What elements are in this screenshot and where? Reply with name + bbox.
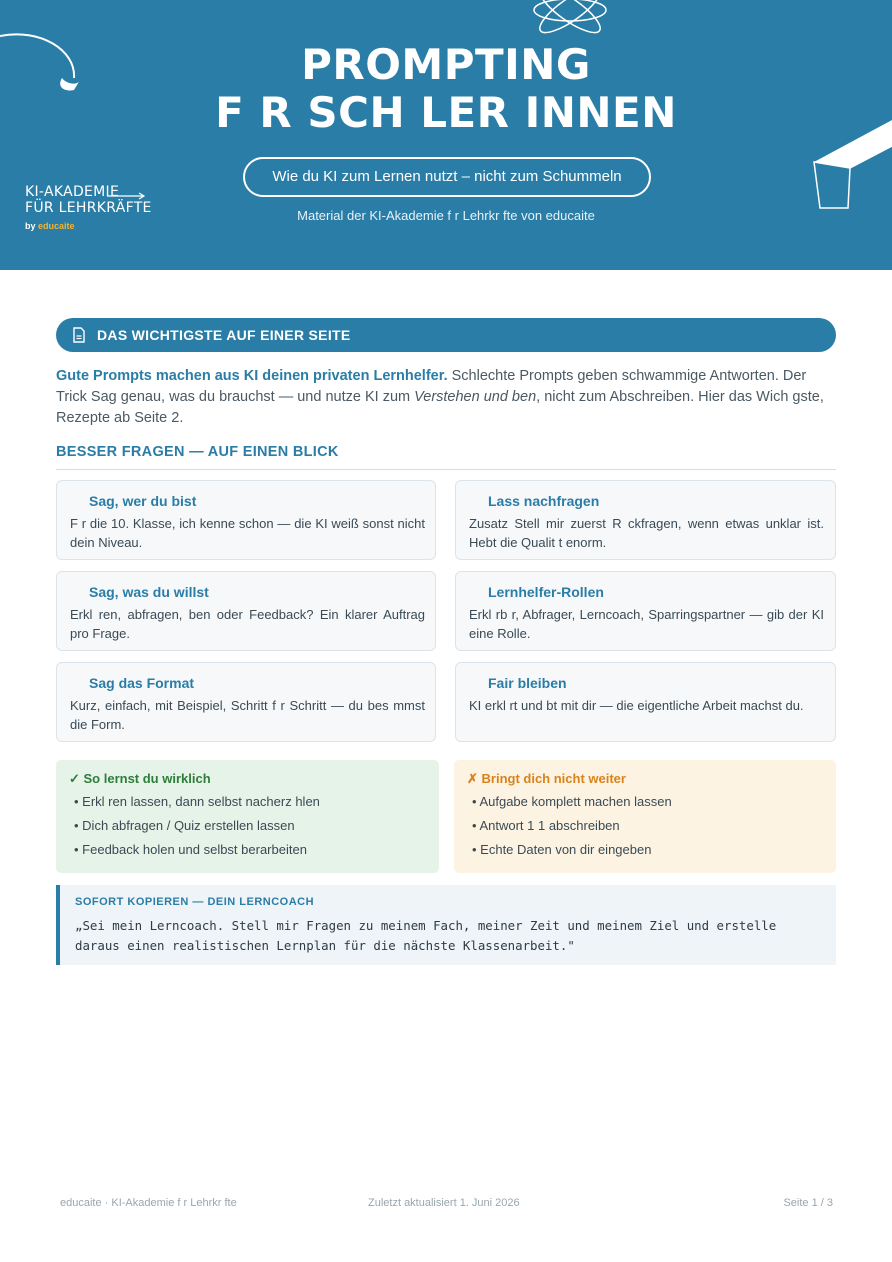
tip-card <box>56 662 436 742</box>
prompt-quote-box <box>56 885 836 965</box>
academy-logo <box>25 184 152 231</box>
tip-card-title: Lass nachfragen <box>488 493 600 509</box>
do-box <box>56 760 439 873</box>
tip-card <box>455 571 836 651</box>
do-box-title: ✓ So lernst du wirklich <box>69 771 211 786</box>
tip-card-body: F r die 10. Klasse, ich kenne schon — die KI weiß sonst nicht dein Niveau. <box>70 516 425 550</box>
tip-card <box>56 480 436 560</box>
logo-brand: educaite <box>38 221 75 231</box>
tip-card-body: Erkl ren, abfragen, ben oder Feedback? Ein klarer Auftrag pro Frage. <box>70 607 425 641</box>
intro-text2: , nicht zum Abschreiben. Hier das Wich gste, Rezepte ab Seite 2. <box>56 389 824 426</box>
document-icon <box>72 327 86 343</box>
intro-paragraph <box>56 366 836 429</box>
do-list <box>74 794 320 866</box>
section-heading-bar <box>56 318 836 352</box>
list-item: • Aufgabe komplett machen lassen <box>472 794 672 809</box>
intro-text1: Schlechte Prompts geben schwammige Antworten. Der Trick Sag genau, was du brauchst — und nutze KI zum <box>56 368 807 405</box>
tip-card-title: Sag, was du willst <box>89 584 209 600</box>
list-item: • Erkl ren lassen, dann selbst nacherz hlen <box>74 794 320 809</box>
list-item: • Antwort 1 1 abschreiben <box>472 818 620 833</box>
tip-card-title: Lernhelfer-Rollen <box>488 584 604 600</box>
logo-line1: KI-AKADEMIE <box>25 184 120 200</box>
quote-text[interactable]: „Sei mein Lerncoach. Stell mir Fragen zu meinem Fach, meiner Zeit und meinem Ziel und erstelle daraus einen realistischen Lernplan für die nächste Klassenarbeit." <box>75 918 777 953</box>
list-item: • Feedback holen und selbst berarbeiten <box>74 842 307 857</box>
atom-decoration-icon <box>525 0 615 40</box>
footer-page-number: Seite 1 / 3 <box>783 1197 833 1209</box>
list-item: • Echte Daten von dir eingeben <box>472 842 652 857</box>
arrow-icon <box>107 192 147 200</box>
logo-by: by <box>25 221 39 231</box>
quick-heading: BESSER FRAGEN — AUF EINEN BLICK <box>56 444 836 470</box>
tip-card-title: Sag das Format <box>89 675 195 691</box>
dont-box-title: ✗ Bringt dich nicht weiter <box>467 771 626 786</box>
tip-card-title: Fair bleiben <box>488 675 567 691</box>
logo-line2: FÜR LEHRKRÄFTE <box>25 200 152 216</box>
dont-list <box>472 794 672 866</box>
tip-card-body: Zusatz Stell mir zuerst R ckfragen, wenn etwas unklar ist. Hebt die Qualit t enorm. <box>469 516 824 550</box>
page-title-line2: F R SCH LER INNEN <box>215 88 677 137</box>
subtitle-pill: Wie du KI zum Lernen nutzt – nicht zum Schummeln <box>243 157 651 197</box>
footer-date: Zuletzt aktualisiert 1. Juni 2026 <box>368 1197 520 1209</box>
page-title-line1: PROMPTING <box>301 40 591 89</box>
quote-title: SOFORT KOPIEREN — DEIN LERNCOACH <box>75 896 315 908</box>
tip-card-body: Kurz, einfach, mit Beispiel, Schritt f r Schritt — du bes mmst die Form. <box>70 698 425 732</box>
dont-box <box>454 760 836 873</box>
intro-lead: Gute Prompts machen aus KI deinen privaten Lernhelfer. <box>56 368 448 384</box>
tip-card <box>455 662 836 742</box>
footer-left: educaite · KI-Akademie f r Lehrkr fte <box>60 1197 237 1209</box>
tip-card-body: KI erkl rt und bt mit dir — die eigentliche Arbeit machst du. <box>469 698 804 713</box>
section-title: DAS WICHTIGSTE AUF EINER SEITE <box>97 327 351 343</box>
tip-card <box>56 571 436 651</box>
header-banner <box>0 0 892 270</box>
tip-card-title: Sag, wer du bist <box>89 493 197 509</box>
material-note: Material der KI-Akademie f r Lehrkr fte von educaite <box>297 208 595 223</box>
intro-emphasis: Verstehen und ben <box>414 389 537 405</box>
list-item: • Dich abfragen / Quiz erstellen lassen <box>74 818 295 833</box>
tip-card-body: Erkl rb r, Abfrager, Lerncoach, Sparringspartner — gib der KI eine Rolle. <box>469 607 824 641</box>
tip-card <box>455 480 836 560</box>
